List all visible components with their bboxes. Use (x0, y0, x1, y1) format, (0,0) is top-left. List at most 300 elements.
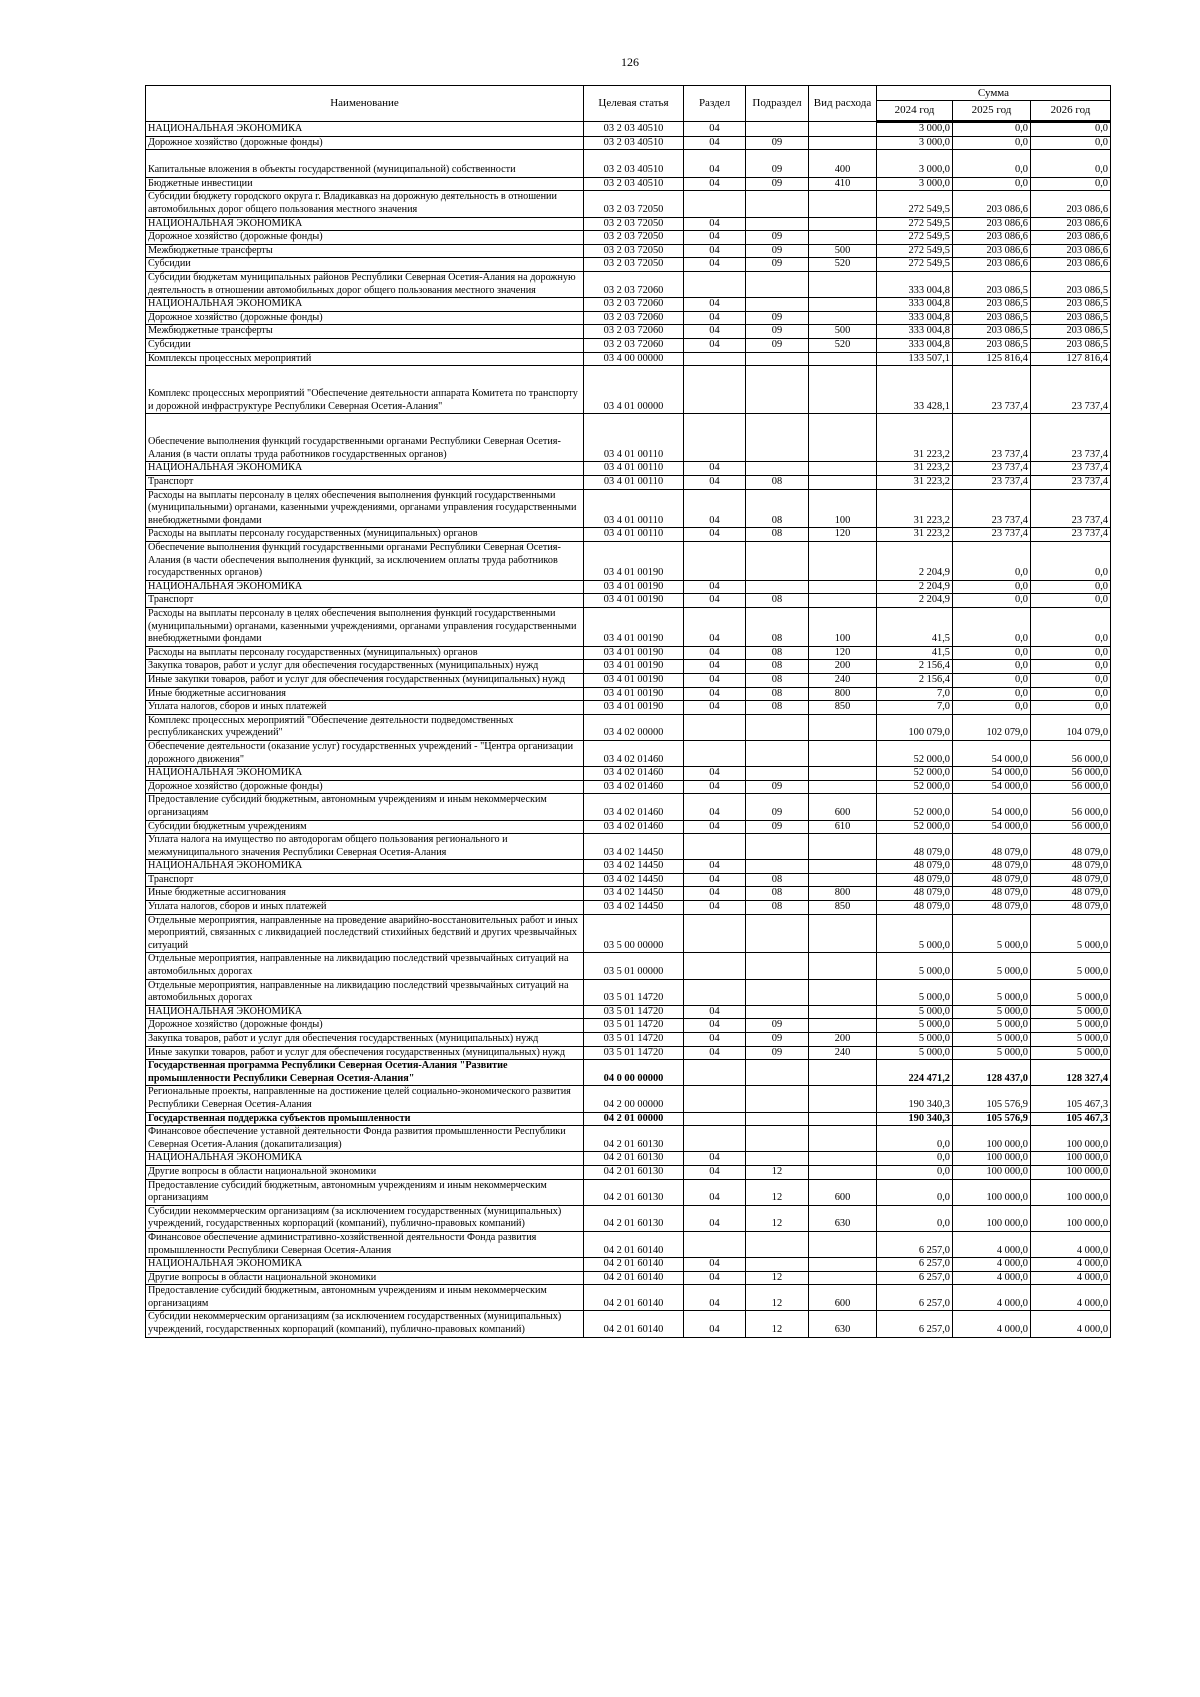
header-2025: 2025 год (953, 101, 1031, 122)
row-sum-2025: 0,0 (953, 646, 1031, 660)
row-name: Уплата налогов, сборов и иных платежей (146, 901, 584, 915)
table-row (146, 979, 1111, 1005)
row-expense-type (809, 298, 877, 312)
row-sum-2025: 203 086,6 (953, 244, 1031, 258)
row-subsection (746, 542, 809, 581)
row-expense-type: 800 (809, 687, 877, 701)
row-sum-2024: 224 471,2 (877, 1060, 953, 1086)
table-row (146, 780, 1111, 794)
row-sum-2024: 5 000,0 (877, 1019, 953, 1033)
row-name: Финансовое обеспечение административно-хозяйственной деятельности Фонда развития промышленности Республики Северная Осетия-Алания (146, 1231, 584, 1257)
row-name: Предоставление субсидий бюджетным, автономным учреждениям и иным некоммерческим организациям (146, 794, 584, 820)
row-name: Уплата налогов, сборов и иных платежей (146, 701, 584, 715)
row-expense-type: 240 (809, 1046, 877, 1060)
row-sum-2025: 54 000,0 (953, 740, 1031, 766)
row-sum-2026: 23 737,4 (1031, 462, 1111, 476)
row-section: 04 (684, 608, 746, 647)
row-sum-2026: 203 086,6 (1031, 244, 1111, 258)
row-sum-2026: 48 079,0 (1031, 834, 1111, 860)
row-code: 04 2 01 00000 (584, 1112, 684, 1126)
row-code: 03 5 01 14720 (584, 979, 684, 1005)
row-section (684, 740, 746, 766)
row-expense-type: 100 (809, 608, 877, 647)
table-row (146, 1152, 1111, 1166)
row-expense-type (809, 217, 877, 231)
row-sum-2026: 203 086,5 (1031, 325, 1111, 339)
row-sum-2024: 31 223,2 (877, 462, 953, 476)
row-sum-2025: 54 000,0 (953, 820, 1031, 834)
row-sum-2026: 128 327,4 (1031, 1060, 1111, 1086)
row-expense-type: 610 (809, 820, 877, 834)
row-code: 03 2 03 40510 (584, 150, 684, 178)
row-expense-type: 200 (809, 1033, 877, 1047)
row-sum-2025: 4 000,0 (953, 1271, 1031, 1285)
row-sum-2026: 4 000,0 (1031, 1311, 1111, 1337)
table-row (146, 1060, 1111, 1086)
table-row (146, 594, 1111, 608)
row-section (684, 1112, 746, 1126)
table-row (146, 1005, 1111, 1019)
row-code: 03 4 01 00190 (584, 673, 684, 687)
row-subsection (746, 1231, 809, 1257)
row-sum-2025: 105 576,9 (953, 1086, 1031, 1112)
table-row (146, 136, 1111, 150)
row-sum-2025: 125 816,4 (953, 352, 1031, 366)
row-name: Другие вопросы в области национальной экономики (146, 1165, 584, 1179)
row-sum-2025: 54 000,0 (953, 794, 1031, 820)
row-sum-2025: 0,0 (953, 580, 1031, 594)
row-subsection: 09 (746, 1046, 809, 1060)
row-sum-2024: 31 223,2 (877, 528, 953, 542)
header-2026: 2026 год (1031, 101, 1111, 122)
row-sum-2025: 23 737,4 (953, 476, 1031, 490)
table-row (146, 914, 1111, 953)
table-row (146, 1231, 1111, 1257)
table-row (146, 338, 1111, 352)
row-section: 04 (684, 476, 746, 490)
row-name: Предоставление субсидий бюджетным, автономным учреждениям и иным некоммерческим организациям (146, 1179, 584, 1205)
row-name: Дорожное хозяйство (дорожные фонды) (146, 136, 584, 150)
row-section: 04 (684, 338, 746, 352)
table-row (146, 244, 1111, 258)
row-subsection: 12 (746, 1165, 809, 1179)
row-section: 04 (684, 794, 746, 820)
row-name: Обеспечение выполнения функций государственными органами Республики Северная Осетия-Алания (в части оплаты труда работников государственных органов) (146, 414, 584, 462)
row-sum-2024: 333 004,8 (877, 311, 953, 325)
table-row (146, 820, 1111, 834)
row-expense-type (809, 1231, 877, 1257)
row-expense-type: 520 (809, 338, 877, 352)
row-sum-2024: 0,0 (877, 1152, 953, 1166)
row-code: 03 4 01 00110 (584, 414, 684, 462)
row-sum-2026: 0,0 (1031, 580, 1111, 594)
row-sum-2024: 3 000,0 (877, 150, 953, 178)
row-code: 03 4 02 14450 (584, 834, 684, 860)
row-expense-type (809, 1112, 877, 1126)
row-sum-2025: 54 000,0 (953, 780, 1031, 794)
row-section (684, 542, 746, 581)
row-code: 03 4 01 00000 (584, 366, 684, 414)
row-sum-2026: 0,0 (1031, 608, 1111, 647)
row-name: Отдельные мероприятия, направленные на проведение аварийно-восстановительных работ и иных мероприятий, связанных с ликвидацией последствий стихийных бедствий и других чрезвычайных ситуаций (146, 914, 584, 953)
row-sum-2025: 0,0 (953, 608, 1031, 647)
row-sum-2025: 203 086,5 (953, 338, 1031, 352)
row-code: 03 4 01 00190 (584, 594, 684, 608)
row-sum-2026: 0,0 (1031, 122, 1111, 137)
row-sum-2024: 5 000,0 (877, 953, 953, 979)
row-name: НАЦИОНАЛЬНАЯ ЭКОНОМИКА (146, 580, 584, 594)
row-code: 03 4 01 00190 (584, 660, 684, 674)
table-row (146, 217, 1111, 231)
row-name: Закупка товаров, работ и услуг для обеспечения государственных (муниципальных) нужд (146, 1033, 584, 1047)
row-expense-type (809, 1019, 877, 1033)
row-subsection (746, 366, 809, 414)
row-sum-2026: 105 467,3 (1031, 1112, 1111, 1126)
row-name: Иные закупки товаров, работ и услуг для обеспечения государственных (муниципальных) нужд (146, 673, 584, 687)
row-sum-2025: 100 000,0 (953, 1205, 1031, 1231)
row-code: 04 0 00 00000 (584, 1060, 684, 1086)
row-expense-type (809, 191, 877, 217)
row-sum-2024: 48 079,0 (877, 860, 953, 874)
table-row (146, 542, 1111, 581)
row-subsection: 08 (746, 476, 809, 490)
row-code: 03 5 01 14720 (584, 1005, 684, 1019)
row-sum-2024: 333 004,8 (877, 325, 953, 339)
row-sum-2025: 203 086,6 (953, 231, 1031, 245)
row-code: 03 2 03 72060 (584, 325, 684, 339)
row-section: 04 (684, 177, 746, 191)
row-sum-2024: 48 079,0 (877, 887, 953, 901)
table-row (146, 177, 1111, 191)
table-row (146, 701, 1111, 715)
row-subsection (746, 1086, 809, 1112)
header-sum: Сумма (877, 86, 1111, 101)
row-sum-2024: 48 079,0 (877, 873, 953, 887)
row-sum-2026: 48 079,0 (1031, 887, 1111, 901)
row-sum-2026: 100 000,0 (1031, 1205, 1111, 1231)
row-name: НАЦИОНАЛЬНАЯ ЭКОНОМИКА (146, 217, 584, 231)
row-subsection: 09 (746, 244, 809, 258)
row-section: 04 (684, 860, 746, 874)
row-name: Межбюджетные трансферты (146, 325, 584, 339)
row-sum-2024: 6 257,0 (877, 1231, 953, 1257)
row-subsection (746, 860, 809, 874)
table-row (146, 953, 1111, 979)
table-row (146, 122, 1111, 137)
row-sum-2026: 56 000,0 (1031, 767, 1111, 781)
row-sum-2024: 190 340,3 (877, 1086, 953, 1112)
row-expense-type (809, 1152, 877, 1166)
row-sum-2026: 203 086,6 (1031, 191, 1111, 217)
row-sum-2025: 0,0 (953, 701, 1031, 715)
row-sum-2026: 5 000,0 (1031, 979, 1111, 1005)
row-name: Иные бюджетные ассигнования (146, 887, 584, 901)
row-sum-2025: 23 737,4 (953, 366, 1031, 414)
row-code: 03 2 03 40510 (584, 136, 684, 150)
row-subsection: 09 (746, 794, 809, 820)
table-row (146, 608, 1111, 647)
row-subsection: 09 (746, 780, 809, 794)
row-sum-2025: 0,0 (953, 542, 1031, 581)
row-sum-2024: 100 079,0 (877, 714, 953, 740)
row-sum-2024: 52 000,0 (877, 780, 953, 794)
row-section: 04 (684, 1258, 746, 1272)
row-sum-2026: 5 000,0 (1031, 914, 1111, 953)
row-sum-2024: 3 000,0 (877, 136, 953, 150)
row-sum-2024: 5 000,0 (877, 979, 953, 1005)
table-row (146, 231, 1111, 245)
row-code: 04 2 01 60130 (584, 1205, 684, 1231)
row-name: Дорожное хозяйство (дорожные фонды) (146, 311, 584, 325)
row-name: Транспорт (146, 594, 584, 608)
row-sum-2025: 100 000,0 (953, 1165, 1031, 1179)
row-sum-2024: 272 549,5 (877, 191, 953, 217)
row-expense-type: 630 (809, 1205, 877, 1231)
row-expense-type (809, 953, 877, 979)
table-row (146, 901, 1111, 915)
table-row (146, 767, 1111, 781)
row-sum-2025: 100 000,0 (953, 1179, 1031, 1205)
row-expense-type: 200 (809, 660, 877, 674)
row-sum-2025: 23 737,4 (953, 528, 1031, 542)
row-section: 04 (684, 1019, 746, 1033)
row-sum-2024: 6 257,0 (877, 1271, 953, 1285)
header-code: Целевая статья (584, 86, 684, 122)
row-section: 04 (684, 1033, 746, 1047)
row-name: Расходы на выплаты персоналу государственных (муниципальных) органов (146, 646, 584, 660)
table-row (146, 1019, 1111, 1033)
row-sum-2025: 23 737,4 (953, 462, 1031, 476)
row-name: НАЦИОНАЛЬНАЯ ЭКОНОМИКА (146, 122, 584, 137)
row-subsection (746, 298, 809, 312)
row-expense-type (809, 979, 877, 1005)
row-sum-2025: 4 000,0 (953, 1231, 1031, 1257)
row-code: 03 4 01 00110 (584, 462, 684, 476)
row-expense-type: 850 (809, 901, 877, 915)
row-name: НАЦИОНАЛЬНАЯ ЭКОНОМИКА (146, 462, 584, 476)
table-body (146, 122, 1111, 1338)
table-row (146, 271, 1111, 297)
table-row (146, 660, 1111, 674)
row-section: 04 (684, 594, 746, 608)
row-subsection: 09 (746, 258, 809, 272)
row-sum-2025: 0,0 (953, 122, 1031, 137)
row-code: 04 2 01 60140 (584, 1311, 684, 1337)
row-section: 04 (684, 901, 746, 915)
row-sum-2026: 100 000,0 (1031, 1165, 1111, 1179)
row-sum-2025: 203 086,6 (953, 191, 1031, 217)
row-section: 04 (684, 1311, 746, 1337)
row-sum-2025: 0,0 (953, 594, 1031, 608)
row-section: 04 (684, 701, 746, 715)
row-name: Обеспечение деятельности (оказание услуг) государственных учреждений - "Центра организации дорожного движения" (146, 740, 584, 766)
row-expense-type (809, 594, 877, 608)
row-name: Другие вопросы в области национальной экономики (146, 1271, 584, 1285)
row-code: 03 2 03 72060 (584, 338, 684, 352)
row-sum-2025: 5 000,0 (953, 1033, 1031, 1047)
row-sum-2026: 5 000,0 (1031, 1046, 1111, 1060)
table-row (146, 887, 1111, 901)
row-section (684, 979, 746, 1005)
row-sum-2024: 2 156,4 (877, 673, 953, 687)
table-row (146, 687, 1111, 701)
row-sum-2025: 203 086,6 (953, 258, 1031, 272)
row-section: 04 (684, 298, 746, 312)
row-name: Субсидии некоммерческим организациям (за исключением государственных (муниципальных) учреждений, государственных корпораций (компаний), публично-правовых компаний) (146, 1311, 584, 1337)
table-row (146, 311, 1111, 325)
row-sum-2026: 203 086,6 (1031, 231, 1111, 245)
row-sum-2025: 4 000,0 (953, 1285, 1031, 1311)
row-section: 04 (684, 231, 746, 245)
row-section: 04 (684, 136, 746, 150)
page-number: 126 (621, 55, 639, 69)
row-name: Расходы на выплаты персоналу государственных (муниципальных) органов (146, 528, 584, 542)
row-sum-2024: 2 204,9 (877, 594, 953, 608)
row-sum-2026: 56 000,0 (1031, 780, 1111, 794)
row-section (684, 352, 746, 366)
table-row (146, 873, 1111, 887)
row-section (684, 1060, 746, 1086)
row-subsection: 12 (746, 1179, 809, 1205)
row-sum-2024: 0,0 (877, 1165, 953, 1179)
row-sum-2024: 3 000,0 (877, 122, 953, 137)
row-expense-type (809, 414, 877, 462)
row-name: Расходы на выплаты персоналу в целях обеспечения выполнения функций государственными (муниципальными) органами, казенными учреждениями, органами управления государственными внебюджетными фондами (146, 489, 584, 528)
row-code: 03 2 03 72050 (584, 217, 684, 231)
row-sum-2024: 6 257,0 (877, 1258, 953, 1272)
table-row (146, 794, 1111, 820)
header-2024: 2024 год (877, 101, 953, 122)
row-sum-2026: 0,0 (1031, 542, 1111, 581)
row-sum-2024: 31 223,2 (877, 414, 953, 462)
row-code: 04 2 01 60130 (584, 1179, 684, 1205)
row-sum-2025: 5 000,0 (953, 1019, 1031, 1033)
row-code: 03 2 03 72060 (584, 311, 684, 325)
row-expense-type (809, 1005, 877, 1019)
row-sum-2026: 100 000,0 (1031, 1152, 1111, 1166)
row-sum-2026: 127 816,4 (1031, 352, 1111, 366)
header-subsection: Подраздел (746, 86, 809, 122)
row-code: 03 5 01 14720 (584, 1033, 684, 1047)
row-subsection: 09 (746, 338, 809, 352)
row-sum-2026: 203 086,5 (1031, 311, 1111, 325)
header-section: Раздел (684, 86, 746, 122)
row-expense-type (809, 462, 877, 476)
row-expense-type: 500 (809, 325, 877, 339)
row-subsection: 12 (746, 1205, 809, 1231)
row-sum-2025: 0,0 (953, 177, 1031, 191)
row-subsection: 08 (746, 901, 809, 915)
table-header (146, 86, 1111, 122)
row-code: 03 4 01 00110 (584, 489, 684, 528)
row-expense-type (809, 271, 877, 297)
row-section: 04 (684, 217, 746, 231)
row-name: НАЦИОНАЛЬНАЯ ЭКОНОМИКА (146, 767, 584, 781)
row-code: 03 4 02 00000 (584, 714, 684, 740)
row-code: 03 2 03 72050 (584, 191, 684, 217)
row-subsection: 08 (746, 701, 809, 715)
row-sum-2024: 52 000,0 (877, 820, 953, 834)
row-sum-2025: 128 437,0 (953, 1060, 1031, 1086)
row-code: 03 2 03 72050 (584, 258, 684, 272)
row-sum-2024: 5 000,0 (877, 1046, 953, 1060)
row-sum-2025: 23 737,4 (953, 489, 1031, 528)
row-section: 04 (684, 311, 746, 325)
table-row (146, 1126, 1111, 1152)
row-sum-2026: 56 000,0 (1031, 740, 1111, 766)
row-sum-2026: 4 000,0 (1031, 1271, 1111, 1285)
row-sum-2026: 0,0 (1031, 646, 1111, 660)
row-expense-type (809, 714, 877, 740)
row-sum-2025: 5 000,0 (953, 953, 1031, 979)
row-name: Дорожное хозяйство (дорожные фонды) (146, 1019, 584, 1033)
row-subsection: 08 (746, 608, 809, 647)
row-code: 03 4 02 14450 (584, 860, 684, 874)
row-name: Субсидии бюджетным учреждениям (146, 820, 584, 834)
row-name: НАЦИОНАЛЬНАЯ ЭКОНОМИКА (146, 1005, 584, 1019)
row-expense-type (809, 136, 877, 150)
row-code: 03 2 03 72050 (584, 231, 684, 245)
row-code: 04 2 01 60140 (584, 1285, 684, 1311)
row-code: 04 2 01 60130 (584, 1152, 684, 1166)
row-code: 03 4 02 14450 (584, 901, 684, 915)
row-code: 03 4 02 14450 (584, 887, 684, 901)
row-expense-type: 600 (809, 794, 877, 820)
row-name: Государственная поддержка субъектов промышленности (146, 1112, 584, 1126)
row-sum-2025: 100 000,0 (953, 1126, 1031, 1152)
row-sum-2026: 5 000,0 (1031, 1033, 1111, 1047)
row-sum-2025: 0,0 (953, 687, 1031, 701)
row-sum-2024: 5 000,0 (877, 1033, 953, 1047)
row-section: 04 (684, 780, 746, 794)
row-sum-2026: 203 086,5 (1031, 338, 1111, 352)
row-expense-type (809, 1060, 877, 1086)
row-name: Транспорт (146, 476, 584, 490)
row-sum-2024: 6 257,0 (877, 1311, 953, 1337)
table-row (146, 1112, 1111, 1126)
row-subsection: 09 (746, 311, 809, 325)
row-expense-type (809, 311, 877, 325)
row-sum-2026: 23 737,4 (1031, 489, 1111, 528)
row-section: 04 (684, 673, 746, 687)
row-sum-2026: 48 079,0 (1031, 860, 1111, 874)
row-section: 04 (684, 244, 746, 258)
table-row (146, 673, 1111, 687)
table-row (146, 414, 1111, 462)
row-sum-2024: 2 204,9 (877, 542, 953, 581)
row-section: 04 (684, 687, 746, 701)
row-subsection (746, 271, 809, 297)
table-row (146, 1033, 1111, 1047)
table-row (146, 646, 1111, 660)
row-subsection (746, 979, 809, 1005)
row-subsection: 09 (746, 150, 809, 178)
row-sum-2025: 4 000,0 (953, 1258, 1031, 1272)
row-expense-type (809, 1165, 877, 1179)
row-subsection (746, 462, 809, 476)
row-expense-type (809, 860, 877, 874)
row-subsection (746, 1112, 809, 1126)
row-sum-2024: 272 549,5 (877, 244, 953, 258)
row-name: Бюджетные инвестиции (146, 177, 584, 191)
header-expense-type: Вид расхода (809, 86, 877, 122)
row-sum-2025: 5 000,0 (953, 979, 1031, 1005)
row-expense-type (809, 914, 877, 953)
row-sum-2025: 23 737,4 (953, 414, 1031, 462)
row-sum-2026: 5 000,0 (1031, 953, 1111, 979)
row-section: 04 (684, 1271, 746, 1285)
row-expense-type: 120 (809, 528, 877, 542)
